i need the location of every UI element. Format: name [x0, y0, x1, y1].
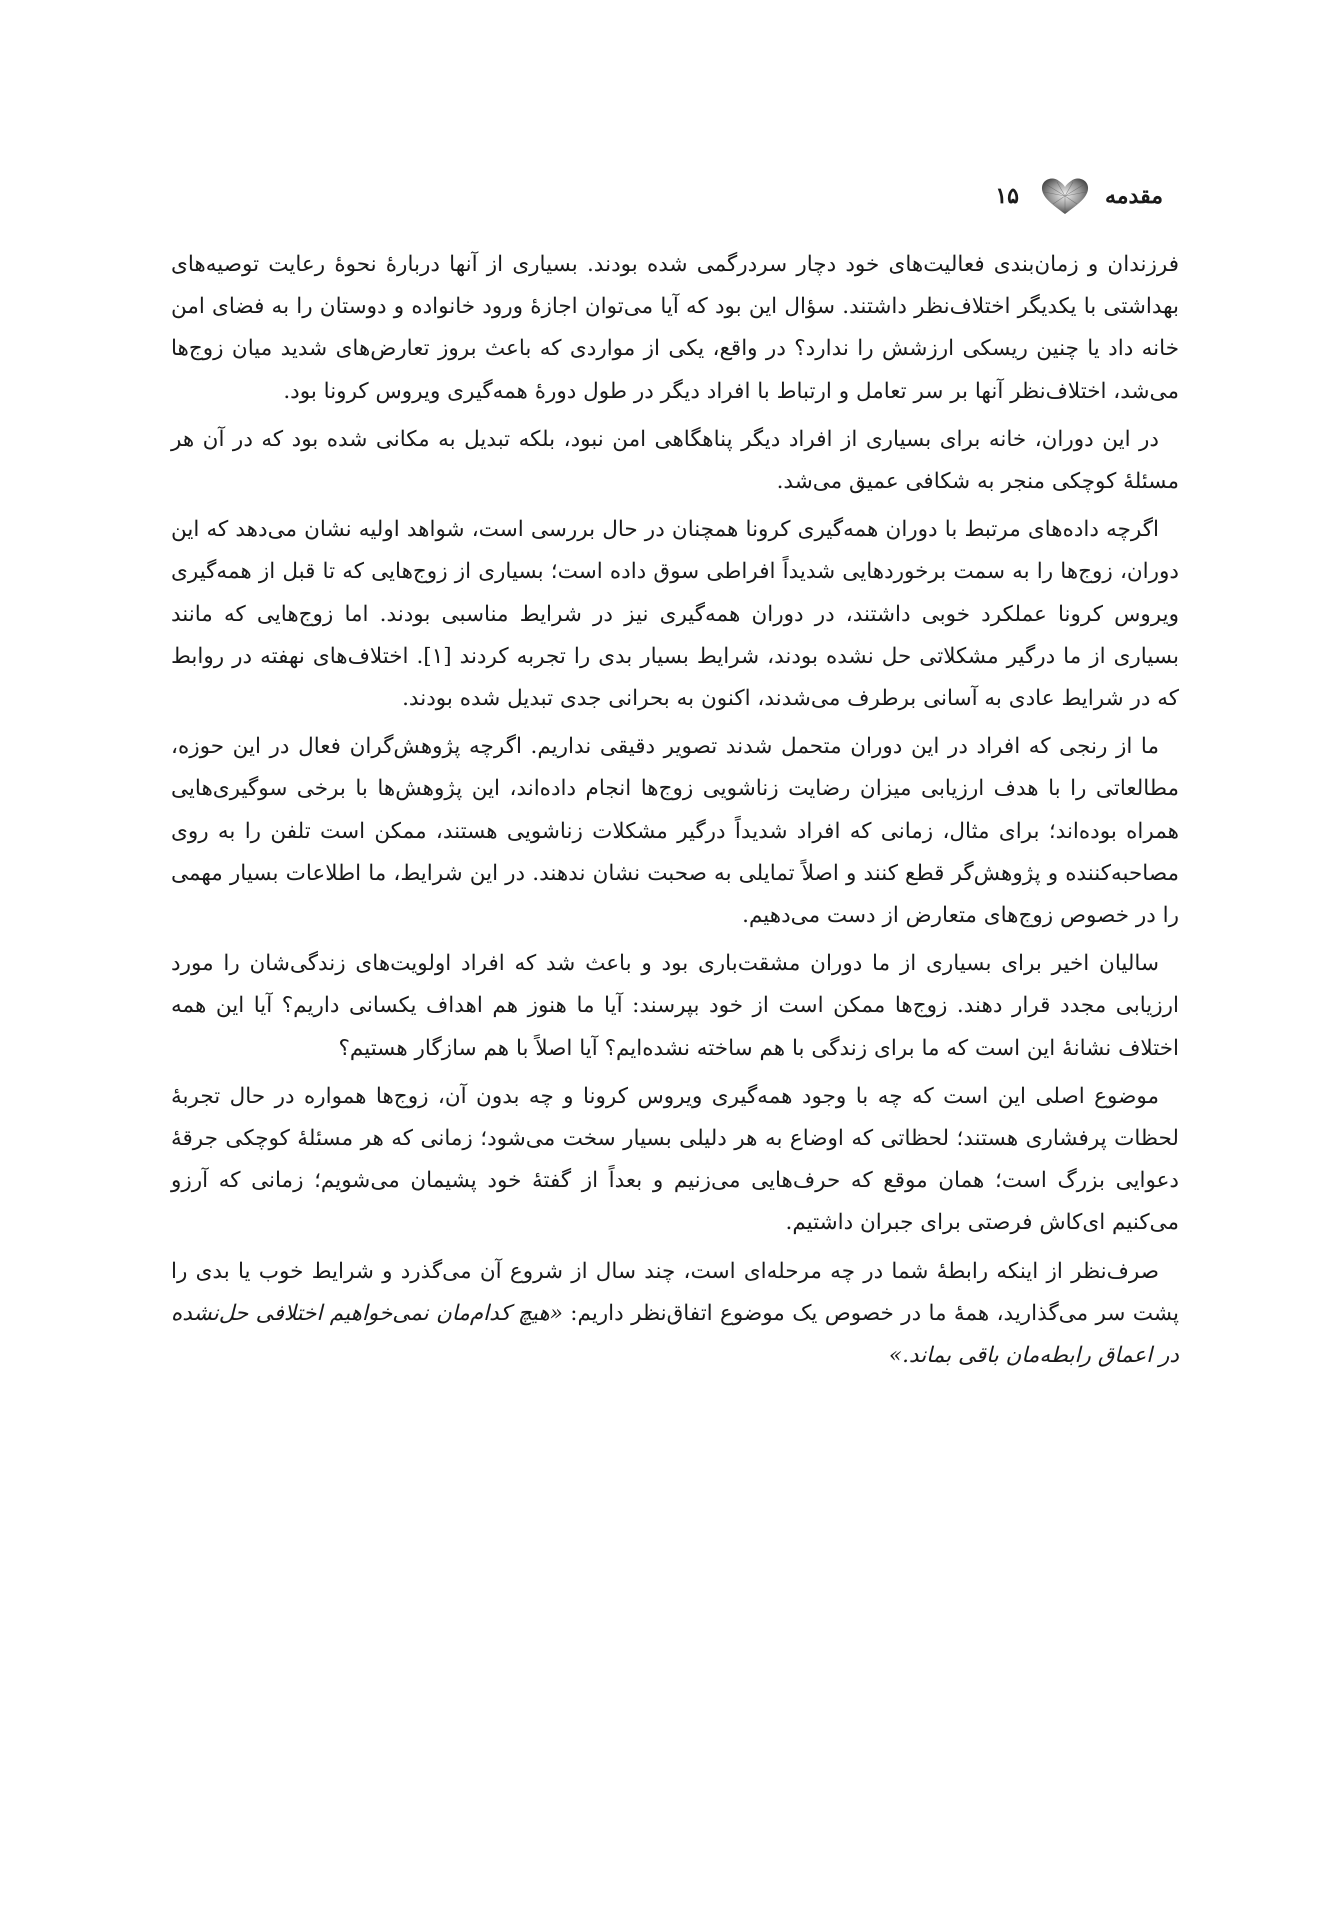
paragraph: موضوع اصلی این است که چه با وجود همه‌گیری ویروس کرونا و چه بدون آن، زوج‌ها همواره در حال تجربهٔ لحظات پرفشاری هستند؛ لحظاتی که اوضاع به هر دلیلی بسیار سخت می‌شود؛ زمانی که هر مسئلهٔ کوچکی جرقهٔ دعوایی بزرگ است؛ همان موقع که حرف‌هایی می‌زنیم و بعداً از گفتهٔ خود پشیمان می‌شویم؛ زمانی که آرزو می‌کنیم ای‌کاش فرصتی برای جبران داشتیم. [171, 1083, 1179, 1236]
paragraph: فرزندان و زمان‌بندی فعالیت‌های خود دچار سردرگمی شده بودند. بسیاری از آنها دربارهٔ نحوهٔ رعایت توصیه‌های بهداشتی با یکدیگر اختلاف‌نظر داشتند. سؤال این بود که آیا می‌توان اجازهٔ ورود خانواده و دوستان را به فضای امن خانه داد یا چنین ریسکی ارزشش را ندارد؟ در واقع، یکی از مواردی که باعث بروز تعارض‌های شدید میان زوج‌ها می‌شد، اختلاف‌نظر آنها بر سر تعامل و ارتباط با افراد دیگر در طول دورهٔ همه‌گیری ویروس کرونا بود. [171, 252, 1179, 404]
italic-quote: «هیچ کدام‌مان نمی‌خواهیم اختلافی حل‌نشده در اعماق رابطه‌مان باقی بماند.» [171, 1300, 1179, 1369]
paragraph-last [171, 1251, 1179, 1378]
paragraph-text: صرف‌نظر از اینکه رابطهٔ شما در چه مرحله‌ای است، چند سال از شروع آن می‌گذرد و شرایط خوب یا بدی را پشت سر می‌گذارید، همهٔ ما در خصوص یک موضوع اتفاق‌نظر داریم: [171, 1258, 1179, 1326]
body-text [171, 244, 1179, 1383]
page-number: ۱۵ [995, 183, 1019, 209]
page-header [995, 176, 1163, 216]
paragraph: سالیان اخیر برای بسیاری از ما دوران مشقت‌باری بود و باعث شد که افراد اولویت‌های زندگی‌شان را مورد ارزیابی مجدد قرار دهند. زوج‌ها ممکن است از خود بپرسند: آیا ما هنوز هم اهداف یکسانی داریم؟ آیا این همه اختلاف نشانهٔ این است که ما برای زندگی با هم ساخته نشده‌ایم؟ آیا اصلاً با هم سازگار هستیم؟ [171, 951, 1179, 1061]
paragraph: اگرچه داده‌های مرتبط با دوران همه‌گیری کرونا همچنان در حال بررسی است، شواهد اولیه نشان می‌دهد که این دوران، زوج‌ها را به سمت برخوردهایی شدیداً افراطی سوق داده است؛ بسیاری از زوج‌هایی که تا قبل از همه‌گیری ویروس کرونا عملکرد خوبی داشتند، در دوران همه‌گیری نیز در شرایط مناسبی بودند. اما زوج‌هایی که مانند بسیاری از ما درگیر مشکلاتی حل نشده بودند، شرایط بسیار بدی را تجربه کردند [۱]. اختلاف‌های نهفته در روابط که در شرایط عادی به آسانی برطرف می‌شدند، اکنون به بحرانی جدی تبدیل شده بودند. [171, 517, 1179, 712]
chapter-title: مقدمه [1104, 183, 1163, 209]
paragraph: در این دوران، خانه برای بسیاری از افراد دیگر پناهگاهی امن نبود، بلکه تبدیل به مکانی شده بود که در آن هر مسئلهٔ کوچکی منجر به شکافی عمیق می‌شد. [171, 426, 1179, 495]
heart-ornament-icon [1039, 176, 1091, 216]
paragraph: ما از رنجی که افراد در این دوران متحمل شدند تصویر دقیقی نداریم. اگرچه پژوهش‌گران فعال در این حوزه، مطالعاتی را با هدف ارزیابی میزان رضایت زناشویی زوج‌ها انجام داده‌اند، این پژوهش‌ها با برخی سوگیری‌هایی همراه بوده‌اند؛ برای مثال، زمانی که افراد شدیداً درگیر مشکلات زناشویی هستند، ممکن است تلفن را به روی مصاحبه‌کننده و پژوهش‌گر قطع کنند و اصلاً تمایلی به صحبت نشان ندهند. در این شرایط، ما اطلاعات بسیار مهمی را در خصوص زوج‌های متعارض از دست می‌دهیم. [171, 734, 1179, 929]
